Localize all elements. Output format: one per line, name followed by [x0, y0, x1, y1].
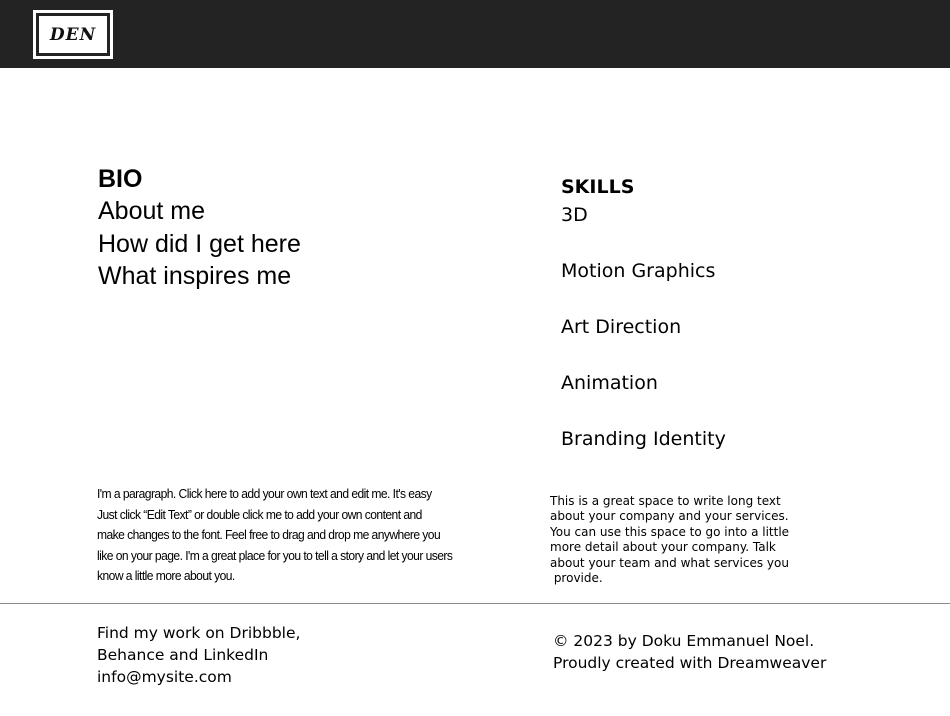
- bio-paragraph-line: like on your page. I'm a great place for you to tell a story and let your users: [97, 547, 453, 563]
- skills-paragraph: [550, 494, 820, 586]
- footer-platforms-line: Behance and LinkedIn: [97, 646, 269, 664]
- footer-divider: [0, 603, 950, 604]
- logo-frame: [36, 13, 110, 56]
- bio-link-how-did-i-get-here[interactable]: How did I get here: [98, 229, 301, 258]
- footer-copyright: [553, 630, 826, 674]
- skills-heading: SKILLS: [561, 176, 635, 198]
- bio-paragraph-line: make changes to the font. Feel free to drag and drop me anywhere you: [97, 527, 441, 543]
- bio-paragraph-line: Just click “Edit Text” or double click me to add your own content and: [97, 506, 422, 522]
- bio-link-about-me[interactable]: About me: [98, 197, 206, 225]
- skill-item-motion-graphics: Motion Graphics: [561, 260, 716, 282]
- skills-paragraph-line: You can use this space to go into a little: [550, 524, 790, 539]
- skills-paragraph-line: provide.: [550, 571, 603, 586]
- skill-item-animation: Animation: [561, 372, 658, 394]
- copyright-text: © 2023 by Doku Emmanuel Noel.: [553, 632, 815, 650]
- bio-paragraph-line: know a little more about you.: [97, 568, 235, 584]
- created-with-text: Proudly created with Dreamweaver: [553, 654, 827, 672]
- skills-paragraph-line: more detail about your company. Talk: [550, 540, 776, 555]
- skill-item-3d: 3D: [561, 204, 588, 226]
- skill-item-branding-identity: Branding Identity: [561, 428, 726, 450]
- skills-paragraph-line: This is a great space to write long text: [550, 494, 781, 508]
- bio-paragraph-line: I'm a paragraph. Click here to add your own text and edit me. It's easy: [97, 486, 432, 501]
- bio-link-what-inspires-me[interactable]: What inspires me: [98, 262, 292, 290]
- skills-paragraph-line: about your company and your services.: [550, 509, 789, 524]
- bio-section: [98, 163, 301, 293]
- skill-item-art-direction: Art Direction: [561, 316, 682, 338]
- logo-face: [39, 16, 107, 53]
- footer-work-line: Find my work on Dribbble,: [97, 624, 301, 642]
- top-bar: [0, 0, 950, 68]
- bio-heading: BIO: [98, 165, 143, 193]
- footer-contact: [97, 622, 300, 688]
- footer-email-link[interactable]: info@mysite.com: [97, 668, 232, 686]
- skills-paragraph-line: about your team and what services you: [550, 555, 789, 570]
- logo-text: DEN: [49, 24, 97, 45]
- skills-section: [561, 173, 726, 481]
- bio-paragraph: [97, 484, 453, 587]
- site-logo[interactable]: [33, 10, 113, 59]
